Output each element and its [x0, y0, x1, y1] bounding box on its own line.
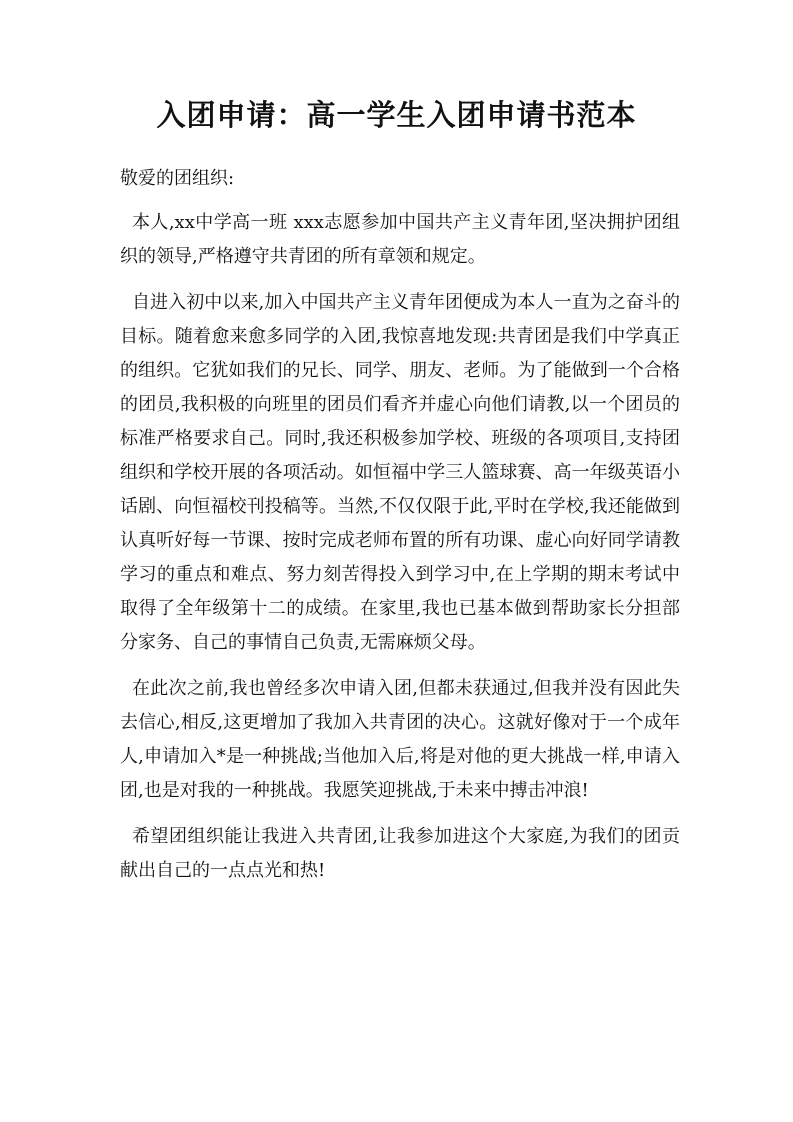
letter-body [120, 162, 680, 900]
paragraph-1: 本人,xx中学高一班 xxx志愿参加中国共产主义青年团,坚决拥护团组织的领导,严格遵守共青团的所有章领和规定。 [120, 212, 680, 267]
salutation: 敬爱的团组织: [120, 168, 235, 189]
paragraph-2: 自进入初中以来,加入中国共产主义青年团便成为本人一直为之奋斗的目标。随着愈来愈多同学的入团,我惊喜地发现:共青团是我们中学真正的组织。它犹如我们的兄长、同学、朋友、老师。为了能做到一个合格的团员,我积极的向班里的团员们看齐并虚心向他们请教,以一个团员的标准严格要求自己。同时,我还积极参加学校、班级的各项项目,支持团组织和学校开展的各项活动。如恒福中学三人篮球赛、高一年级英语小话剧、向恒福校刊投稿等。当然,不仅仅限于此,平时在学校,我还能做到认真听好每一节课、按时完成老师布置的所有功课、虚心向好同学请教学习的重点和难点、努力刻苦得投入到学习中,在上学期的期末考试中取得了全年级第十二的成绩。在家里,我也已基本做到帮助家长分担部分家务、自己的事情自己负责,无需麻烦父母。 [120, 292, 680, 653]
paragraph-4: 希望团组织能让我进入共青团,让我参加进这个大家庭,为我们的团贡献出自己的一点点光和热! [120, 826, 680, 881]
page-title: 入团申请：高一学生入团申请书范本 [156, 98, 637, 132]
paragraph-3: 在此次之前,我也曾经多次申请入团,但都未获通过,但我并没有因此失去信心,相反,这更增加了我加入共青团的决心。这就好像对于一个成年人,申请加入*是一种挑战;当他加入后,将是对他的更大挑战一样,申请入团,也是对我的一种挑战。我愿笑迎挑战,于未来中搏击冲浪! [120, 678, 680, 801]
